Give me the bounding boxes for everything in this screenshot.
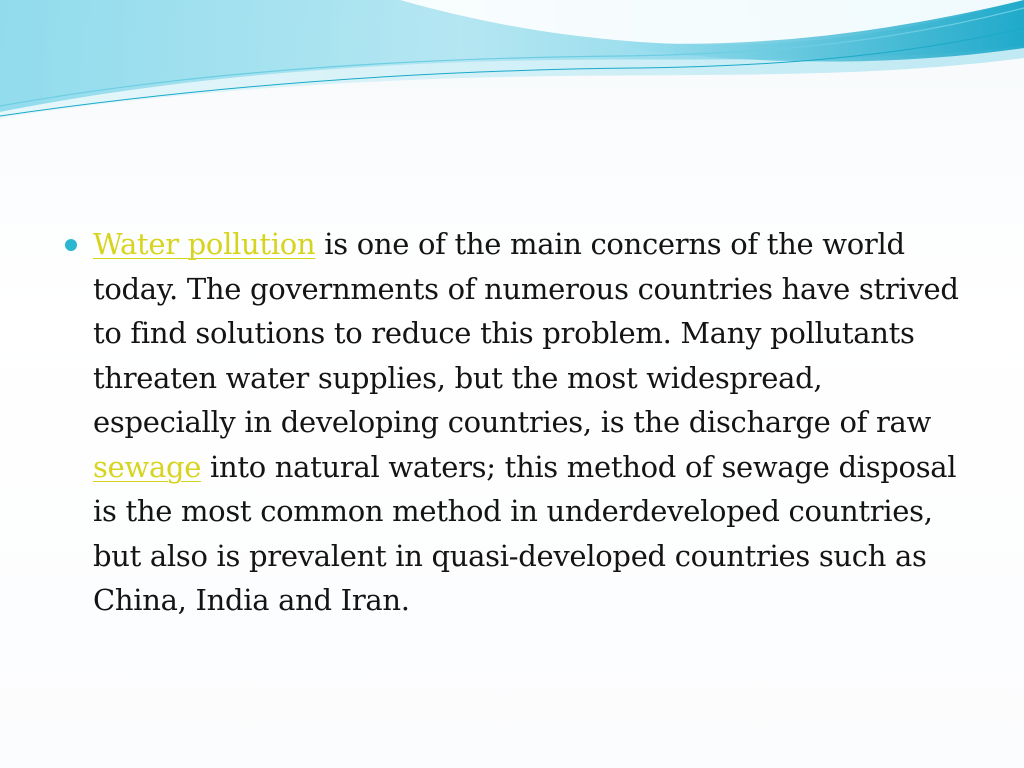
- bullet-text-part-1: is one of the main concerns of the world today. The governments of numerous countries have strived to find solutions to reduce this problem. Many pollutants threaten water supplies, but the most widespread, especially in developing countries, is the discharge of raw: [93, 227, 959, 439]
- slide-body: [62, 222, 962, 623]
- water-pollution-link[interactable]: Water pollution: [93, 227, 316, 261]
- wave-header-decoration: [0, 0, 1024, 130]
- sewage-link[interactable]: sewage: [93, 449, 202, 484]
- bullet-dot-icon: [65, 239, 77, 251]
- bullet-item: [62, 222, 962, 623]
- bullet-text-part-2: into natural waters; this method of sewage disposal is the most common method in underdeveloped countries, but also is prevalent in quasi-developed countries such as China, India and Iran.: [93, 449, 957, 617]
